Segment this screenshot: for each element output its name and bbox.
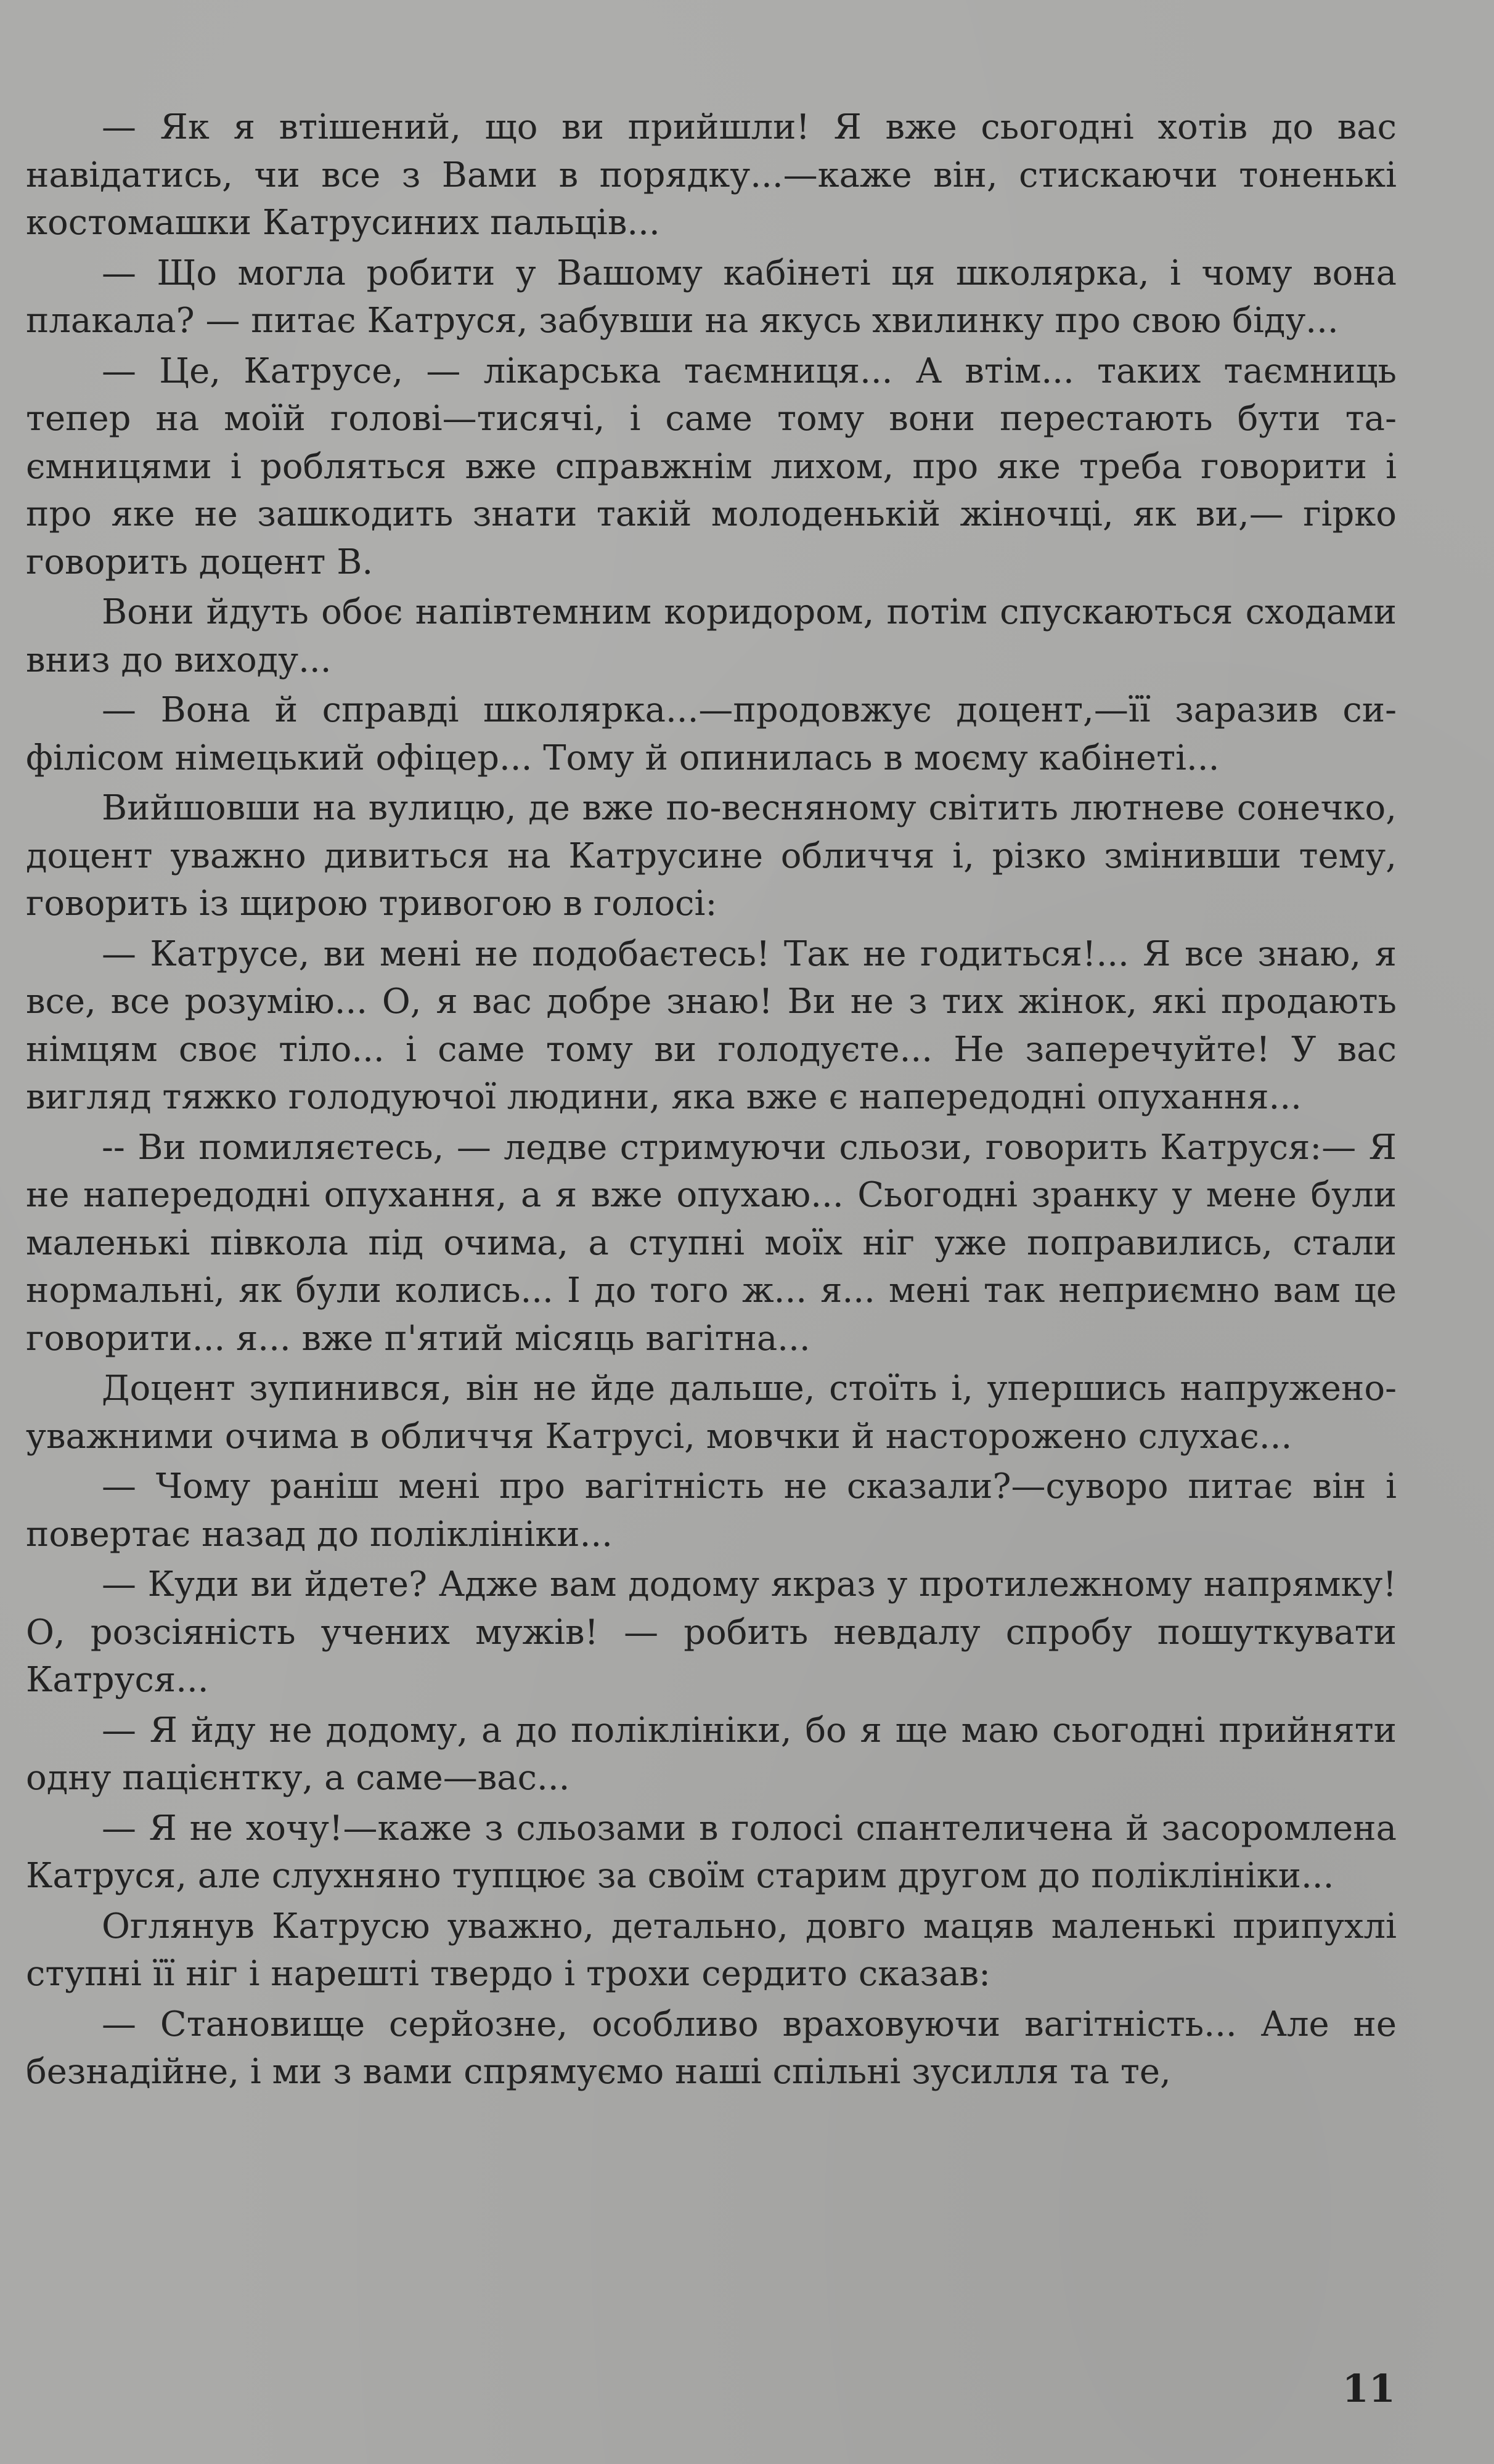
paragraph: — Вона й справді школярка...—продовжує доцент,—її заразив сифілісом німецький офіцер... Тому й опинилась в моєму кабінеті...: [26, 690, 1397, 778]
paragraph: Вийшовши на вулицю, де вже по-весняному світить лютневе сонечко, доцент уважно дивиться на Катрусине обличчя і, різко змінивши тему, говорить із щирою тривогою в голосі:: [26, 788, 1397, 924]
paragraph: Оглянув Катрусю уважно, детально, довго мацяв маленькі припухлі ступні її ніг і нарешті твердо і трохи сердито сказав:: [26, 1906, 1397, 1994]
paragraph: Доцент зупинився, він не йде дальше, стоїть і, упершись напружено-уважними очима в обличчя Катрусі, мовчки й насторожено слухає...: [26, 1368, 1397, 1457]
paragraph: — Чому раніш мені про вагітність не сказали?—суворо питає він і повертає назад до поліклініки...: [26, 1466, 1397, 1555]
paragraph: Вони йдуть обоє напівтемним коридором, потім спускаються сходами вниз до виходу...: [26, 592, 1397, 680]
paragraph: -- Ви помиляєтесь, — ледве стримуючи сльози, говорить Катруся:— Я не напередодні опухання, а я вже опухаю... Сьогодні зранку у мене були маленькі півкола під очима, а ступні моїх ніг уже поправились, стали нормальні, як були колись... І до того ж... я... мені так неприємно вам це говорити... я... вже п'ятий місяць вагітна...: [26, 1127, 1397, 1359]
paragraph: — Катрусе, ви мені не подобаєтесь! Так не годиться!... Я все знаю, я все, все розумію... О, я вас добре знаю! Ви не з тих жінок, які продають німцям своє тіло... і саме тому ви голодуєте... Не заперечуйте! У вас вигляд тяжко голодуючої людини, яка вже є напередодні опухання...: [26, 933, 1397, 1117]
body-text: [26, 104, 1397, 2099]
paragraph: — Що могла робити у Вашому кабінеті ця школярка, і чому вона плакала? — питає Катруся, забувши на якусь хвилинку про свою біду...: [26, 253, 1397, 341]
paragraph: — Куди ви йдете? Адже вам додому якраз у протилежному напрямку! О, розсіяність учених мужів! — робить невдалу спробу пошуткувати Катруся...: [26, 1564, 1397, 1700]
page-number: 11: [1342, 2366, 1395, 2411]
paragraph: — Становище серйозне, особливо враховуючи вагітність... Але не безнадійне, і ми з вами спрямуємо наші спільні зусилля та те,: [26, 2004, 1397, 2092]
paragraph: — Як я втішений, що ви прийшли! Я вже сьогодні хотів до вас навідатись, чи все з Вами в порядку...—каже він, стискаючи тоненькі костомашки Катрусиних пальців...: [26, 107, 1397, 243]
paragraph: — Я йду не додому, а до поліклініки, бо я ще маю сьогодні прийняти одну пацієнтку, а саме—вас...: [26, 1710, 1397, 1798]
paragraph: — Це, Катрусе, — лікарська таємниця... А втім... таких таємниць тепер на моїй голові—тисячі, і саме тому вони перестають бути таємницями і робляться вже справжнім лихом, про яке треба говорити і про яке не зашкодить знати такій молоденькій жіночці, як ви,— гірко говорить доцент В.: [26, 351, 1397, 582]
paragraph: — Я не хочу!—каже з сльозами в голосі спантеличена й засоромлена Катруся, але слухняно тупцює за своїм старим другом до поліклініки...: [26, 1808, 1397, 1896]
